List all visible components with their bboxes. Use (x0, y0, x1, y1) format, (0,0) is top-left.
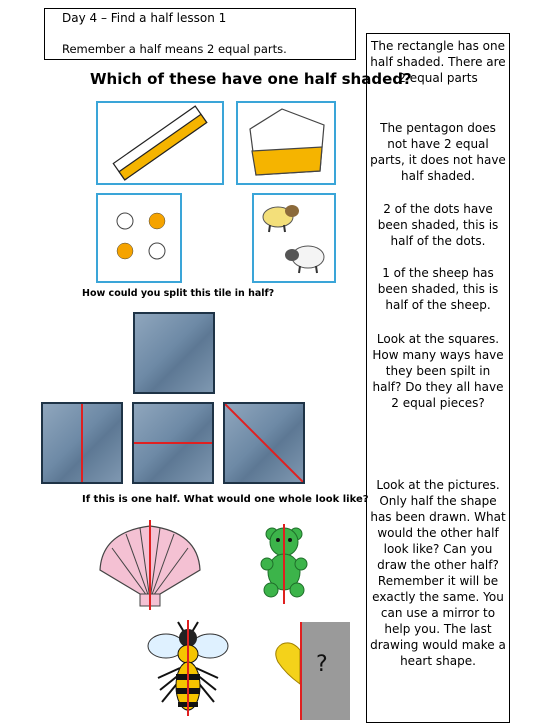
split-line-icon (43, 404, 121, 482)
question-split-tile: How could you split this tile in half? (82, 288, 275, 299)
mystery-half-box (300, 622, 350, 720)
shell-icon (90, 520, 210, 610)
rectangle-box (96, 101, 224, 185)
question-whole: If this is one half. What would one whole look like? (82, 494, 369, 505)
question-one-half: Which of these have one half shaded? (90, 70, 412, 88)
side-note-pentagon: The pentagon does not have 2 equal parts, it does not have half shaded. (370, 121, 506, 183)
tile-split-horizontal (132, 402, 214, 484)
sheep-icons (254, 195, 334, 281)
dots-icon (98, 195, 180, 281)
tile-split-diagonal (223, 402, 305, 484)
split-line-icon (134, 404, 212, 482)
sheep-box (252, 193, 336, 283)
tile-icon (133, 312, 215, 394)
split-line-icon (225, 404, 303, 482)
sheep-yellow-icon (263, 205, 299, 232)
side-note-squares: Look at the squares. How many ways have they been spilt in half? Do they all have 2 equal pieces? (372, 332, 504, 410)
question-mark: ? (316, 652, 328, 677)
side-note-dots: 2 of the dots have been shaded, this is half of the dots. (377, 202, 499, 248)
rectangle-half-shaded-icon (98, 103, 222, 183)
side-note-sheep: 1 of the sheep has been shaded, this is half of the sheep. (377, 266, 499, 312)
lesson-note: Remember a half means 2 equal parts. (62, 42, 287, 56)
heart-split-line (300, 622, 302, 720)
tile-split-vertical (41, 402, 123, 484)
pentagon-shaded-icon (238, 103, 334, 183)
sheep-white-icon (285, 246, 324, 273)
lesson-title: Day 4 – Find a half lesson 1 (62, 11, 227, 25)
gummy-bear-icon (254, 520, 314, 606)
bee-icon (140, 618, 236, 718)
dots-box (96, 193, 182, 283)
side-note-pictures: Look at the pictures. Only half the shape has been drawn. What would the other half look like? Can you draw the other half? Remember it will be exactly the same. You can use a mirror to help you. The last drawing would make a heart shape. (370, 478, 506, 668)
pentagon-box (236, 101, 336, 185)
half-heart-icon (272, 640, 302, 686)
side-note-rectangle: The rectangle has one half shaded. There are 2 equal parts (370, 39, 506, 85)
